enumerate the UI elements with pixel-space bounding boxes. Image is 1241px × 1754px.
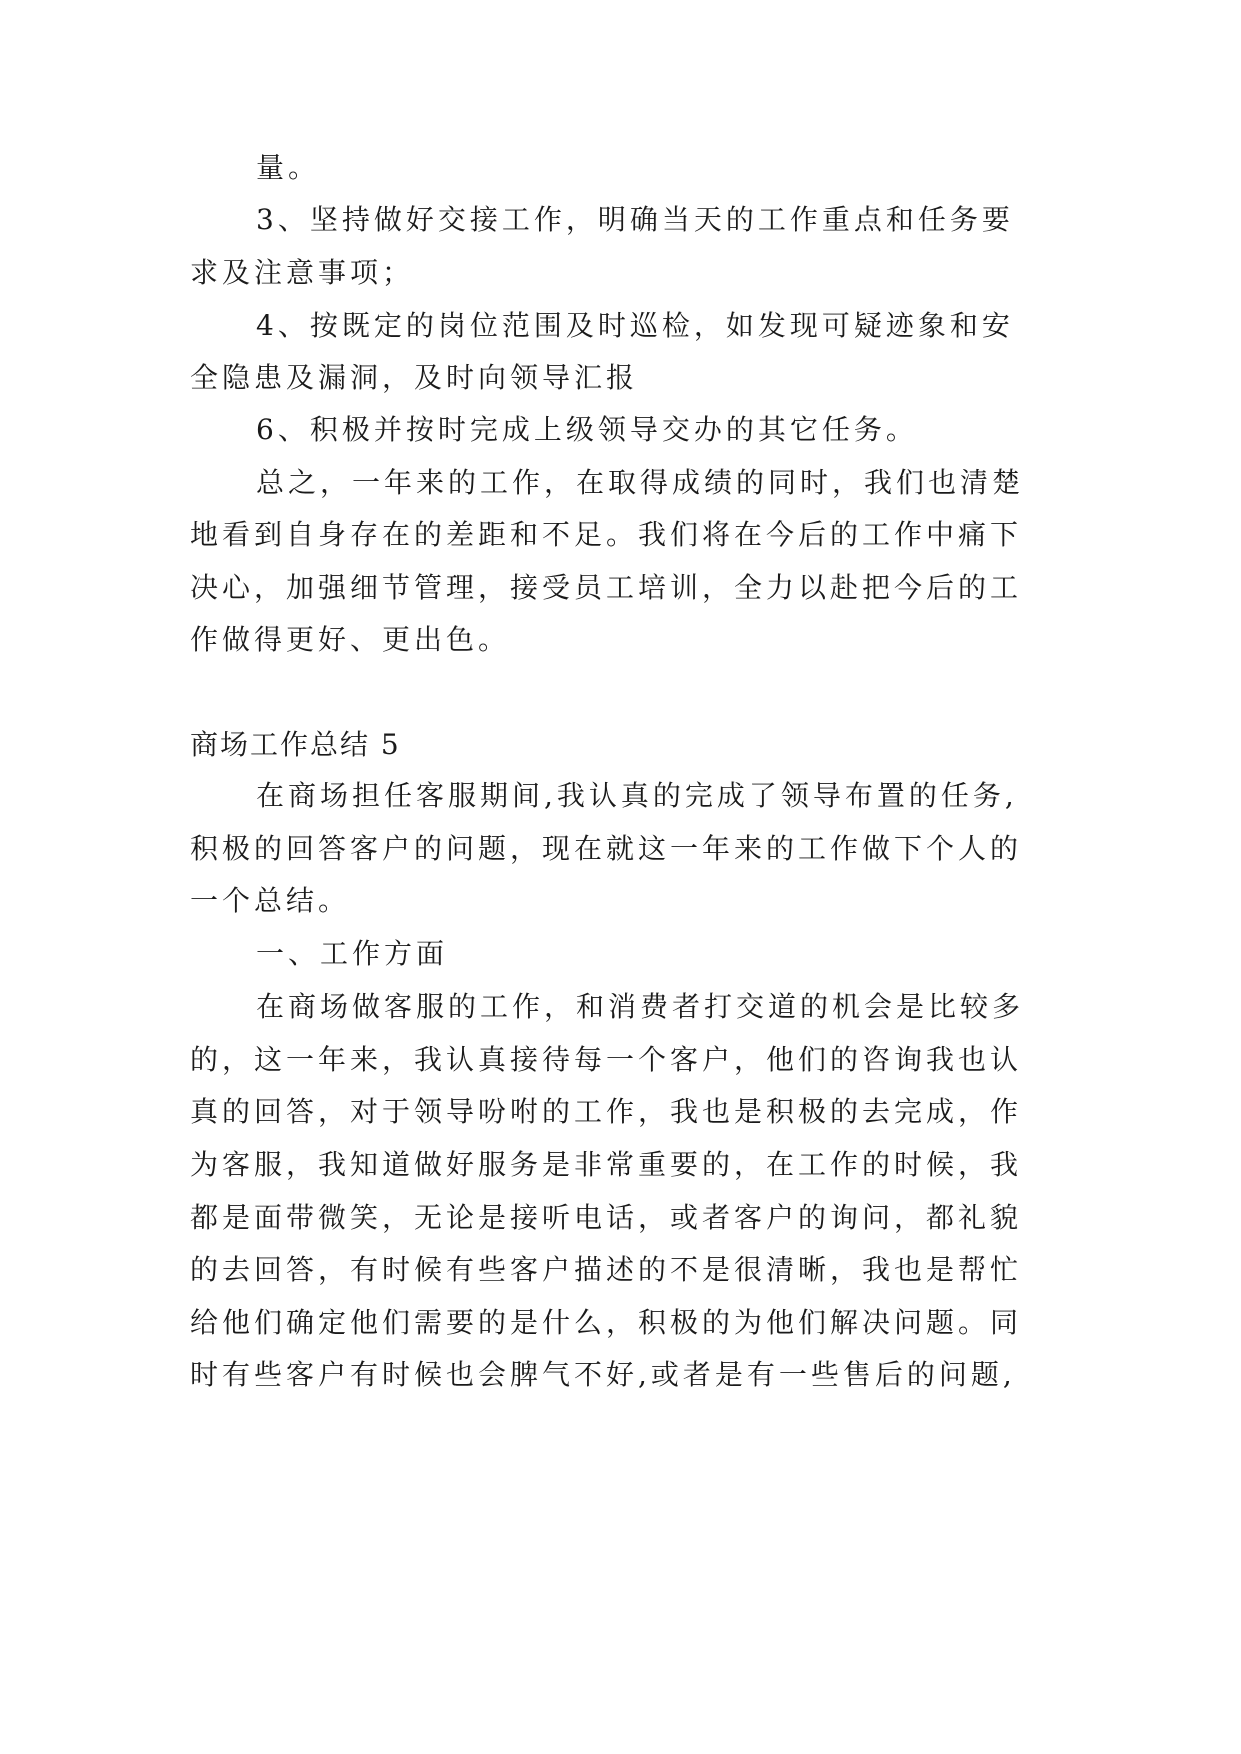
body-line-3: 真的回答，对于领导吩咐的工作，我也是积极的去完成，作 — [190, 1095, 1023, 1128]
continuation-line: 量。 — [256, 151, 321, 184]
body-line-7: 给他们确定他们需要的是什么，积极的为他们解决问题。同 — [190, 1306, 1023, 1339]
body-line-5: 都是面带微笑，无论是接听电话，或者客户的询问，都礼貌 — [190, 1201, 1023, 1234]
item-4-line-1: 4、按既定的岗位范围及时巡检，如发现可疑迹象和安 — [256, 309, 1014, 342]
item-4-line-2: 全隐患及漏洞，及时向领导汇报 — [190, 361, 639, 394]
body-line-4: 为客服，我知道做好服务是非常重要的，在工作的时候，我 — [190, 1148, 1023, 1181]
body-line-8: 时有些客户有时候也会脾气不好,或者是有一些售后的问题, — [190, 1358, 1016, 1391]
item-3-line-1: 3、坚持做好交接工作，明确当天的工作重点和任务要 — [256, 203, 1014, 236]
intro-line-2: 积极的回答客户的问题，现在就这一年来的工作做下个人的 — [190, 832, 1023, 865]
conclusion-line-1: 总之，一年来的工作，在取得成绩的同时，我们也清楚 — [256, 466, 1025, 499]
body-line-2: 的，这一年来，我认真接待每一个客户，他们的咨询我也认 — [190, 1043, 1023, 1076]
conclusion-line-4: 作做得更好、更出色。 — [190, 623, 511, 656]
body-line-1: 在商场做客服的工作，和消费者打交道的机会是比较多 — [256, 990, 1025, 1023]
section-title: 商场工作总结 5 — [190, 728, 401, 761]
item-6-line-1: 6、积极并按时完成上级领导交办的其它任务。 — [256, 413, 918, 446]
conclusion-line-3: 决心，加强细节管理，接受员工培训，全力以赴把今后的工 — [190, 571, 1023, 604]
conclusion-line-2: 地看到自身存在的差距和不足。我们将在今后的工作中痛下 — [190, 518, 1023, 551]
intro-line-1: 在商场担任客服期间,我认真的完成了领导布置的任务, — [256, 779, 1018, 812]
subheading: 一、工作方面 — [256, 937, 449, 970]
intro-line-3: 一个总结。 — [190, 884, 351, 917]
item-3-line-2: 求及注意事项； — [190, 256, 415, 289]
body-line-6: 的去回答，有时候有些客户描述的不是很清晰，我也是帮忙 — [190, 1253, 1023, 1286]
